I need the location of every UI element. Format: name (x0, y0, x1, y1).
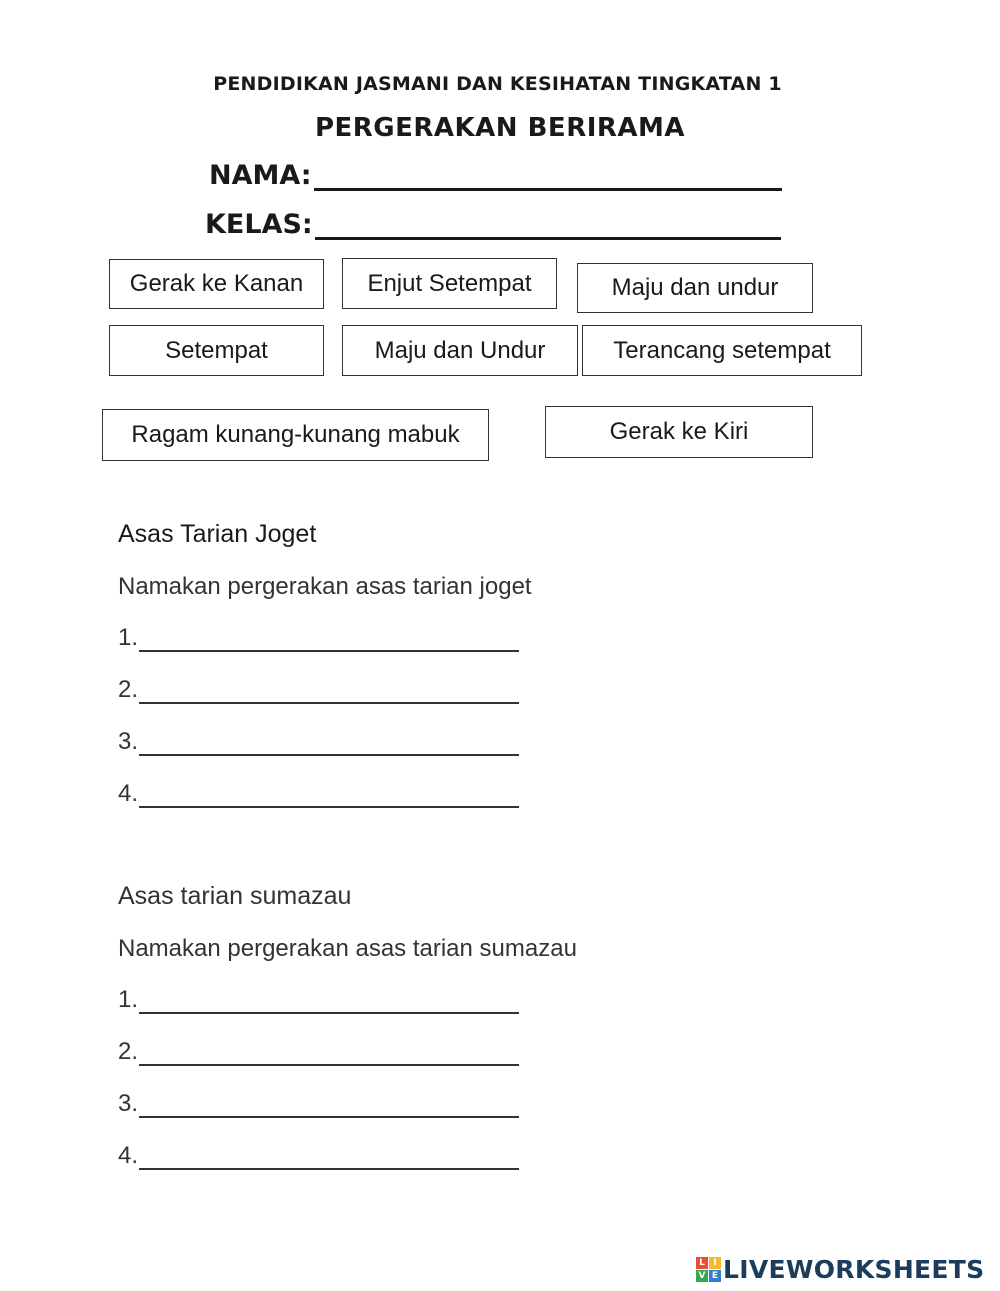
section2-answer-row (118, 1142, 519, 1170)
answer-line[interactable] (139, 630, 519, 652)
answer-number: 2. (118, 1038, 139, 1065)
answer-number: 3. (118, 1090, 139, 1117)
word-card[interactable]: Setempat (109, 325, 324, 376)
answer-line[interactable] (139, 1044, 519, 1066)
answer-line[interactable] (139, 734, 519, 756)
name-field (209, 160, 782, 191)
logo-mark-icon (696, 1257, 721, 1282)
section2-answer-row (118, 1090, 519, 1118)
topic-title: PERGERAKAN BERIRAMA (314, 113, 686, 143)
class-label: KELAS: (205, 209, 313, 240)
section1-answer-row (118, 624, 519, 652)
word-card[interactable]: Maju dan Undur (342, 325, 578, 376)
section1-answer-row (118, 728, 519, 756)
section2-answer-row (118, 1038, 519, 1066)
logo-tile: L (696, 1257, 708, 1269)
logo-tile: V (696, 1270, 708, 1282)
word-card[interactable]: Terancang setempat (582, 325, 862, 376)
class-input-line[interactable] (315, 215, 781, 240)
name-input-line[interactable] (314, 166, 782, 191)
answer-number: 2. (118, 676, 139, 703)
word-card[interactable]: Gerak ke Kanan (109, 259, 324, 309)
answer-line[interactable] (139, 1096, 519, 1118)
word-card[interactable]: Ragam kunang-kunang mabuk (102, 409, 489, 461)
answer-number: 3. (118, 728, 139, 755)
section1-prompt: Namakan pergerakan asas tarian joget (118, 573, 532, 600)
section2-title: Asas tarian sumazau (118, 882, 352, 910)
word-card[interactable]: Enjut Setempat (342, 258, 557, 309)
section1-title: Asas Tarian Joget (118, 520, 317, 548)
section1-answer-row (118, 676, 519, 704)
answer-line[interactable] (139, 682, 519, 704)
word-card[interactable]: Gerak ke Kiri (545, 406, 813, 458)
liveworksheets-logo[interactable] (696, 1255, 984, 1284)
answer-number: 1. (118, 624, 139, 651)
answer-number: 4. (118, 1142, 139, 1169)
answer-number: 4. (118, 780, 139, 807)
name-label: NAMA: (209, 160, 312, 191)
section1-answer-row (118, 780, 519, 808)
section2-prompt: Namakan pergerakan asas tarian sumazau (118, 935, 577, 962)
answer-line[interactable] (139, 1148, 519, 1170)
logo-tile: E (709, 1270, 721, 1282)
logo-text: LIVEWORKSHEETS (723, 1255, 985, 1284)
answer-line[interactable] (139, 992, 519, 1014)
section2-answer-row (118, 986, 519, 1014)
subject-title: PENDIDIKAN JASMANI DAN KESIHATAN TINGKATAN 1 (213, 73, 782, 95)
word-card[interactable]: Maju dan undur (577, 263, 813, 313)
answer-line[interactable] (139, 786, 519, 808)
answer-number: 1. (118, 986, 139, 1013)
class-field (205, 209, 781, 240)
logo-tile: I (709, 1257, 721, 1269)
